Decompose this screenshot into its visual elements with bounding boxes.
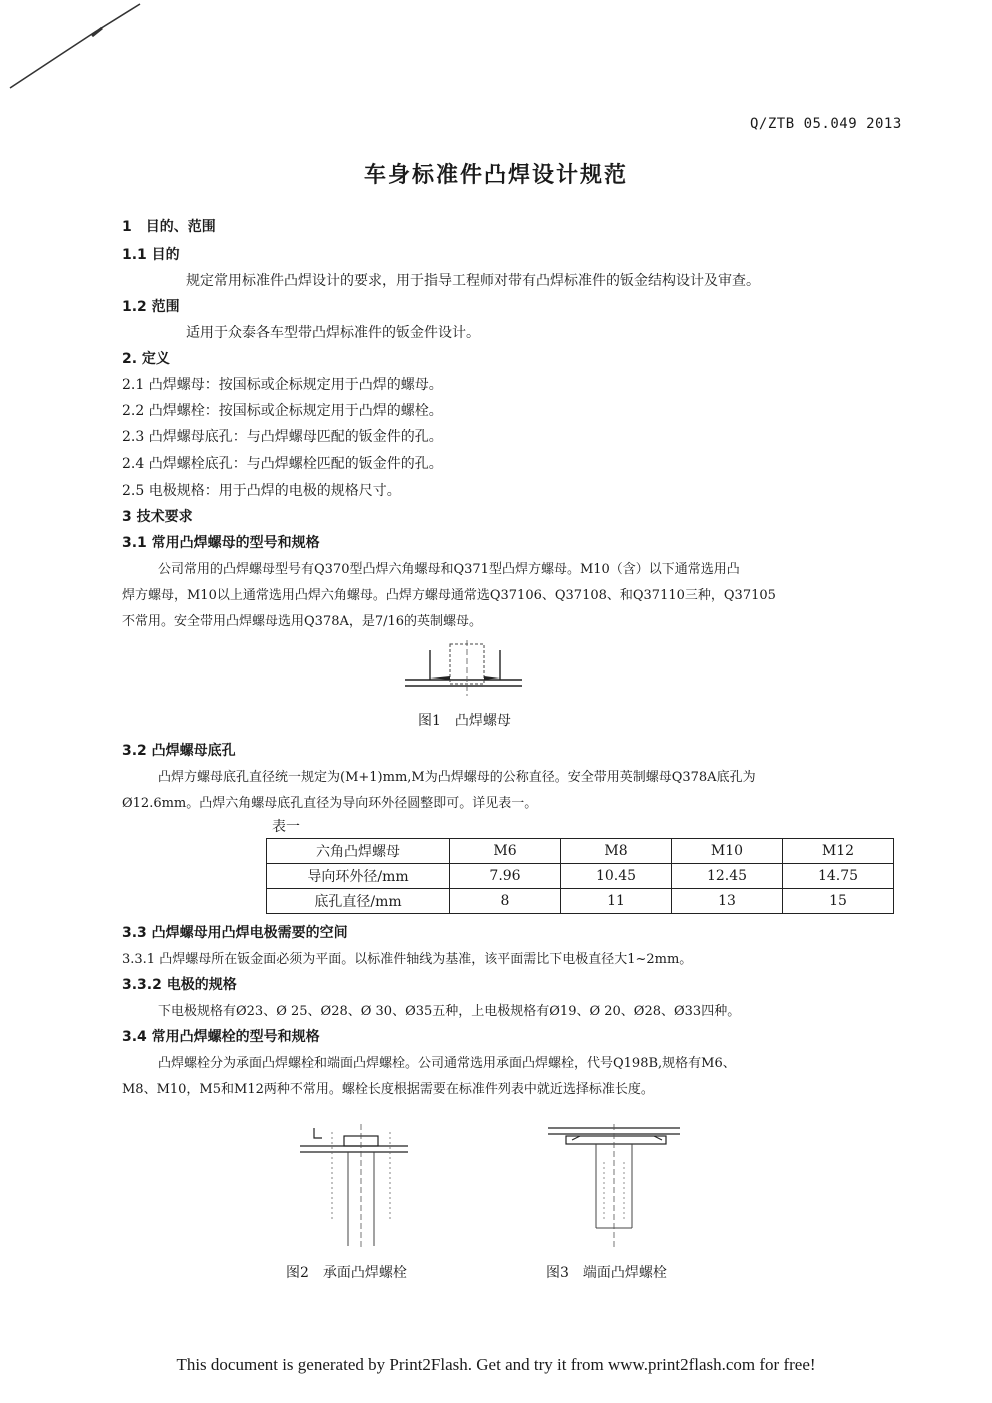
table-cell: 7.96 [450, 864, 561, 889]
section-3-heading: 3 技术要求 [122, 509, 193, 525]
figure-2-caption: 图2 承面凸焊螺栓 [286, 1265, 407, 1281]
document-number: Q/ZTB 05.049 2013 [750, 116, 902, 132]
document-title: 车身标准件凸焊设计规范 [363, 163, 628, 188]
hole-diameter-table [266, 838, 894, 914]
section-3-1-heading: 3.1 常用凸焊螺母的型号和规格 [122, 535, 320, 551]
section-3-1-text-line1: 公司常用的凸焊螺母型号有Q370型凸焊六角螺母和Q371型凸焊方螺母。M10（含）以下通常选用凸 [158, 562, 740, 577]
section-3-4-heading: 3.4 常用凸焊螺栓的型号和规格 [122, 1029, 320, 1045]
table-cell: 11 [561, 889, 672, 914]
table-caption: 表一 [272, 819, 300, 835]
table-row [267, 864, 894, 889]
table-cell: 13 [672, 889, 783, 914]
table-cell: M6 [450, 839, 561, 864]
footer-notice: This document is generated by Print2Flash. Get and try it from www.print2flash.com for free! [176, 1355, 816, 1374]
section-3-3-1-text: 3.3.1 凸焊螺母所在钣金面必须为平面。以标准件轴线为基准，该平面需比下电极直径大1~2mm。 [122, 952, 693, 967]
table-cell: 8 [450, 889, 561, 914]
section-1-2-text: 适用于众泰各车型带凸焊标准件的钣金件设计。 [186, 325, 480, 341]
section-1-1-text: 规定常用标准件凸焊设计的要求，用于指导工程师对带有凸焊标准件的钣金结构设计及审查。 [186, 273, 760, 289]
definition-2-1: 2.1 凸焊螺母：按国标或企标规定用于凸焊的螺母。 [122, 377, 443, 393]
section-3-2-heading: 3.2 凸焊螺母底孔 [122, 743, 236, 759]
table-cell: 底孔直径/mm [267, 889, 450, 914]
definition-2-3: 2.3 凸焊螺母底孔：与凸焊螺母匹配的钣金件的孔。 [122, 429, 443, 445]
section-3-1-text-line3: 不常用。安全带用凸焊螺母选用Q378A，是7/16的英制螺母。 [122, 614, 483, 629]
table-cell: 14.75 [783, 864, 894, 889]
figure-1-weld-nut [400, 640, 530, 700]
table-cell: M8 [561, 839, 672, 864]
section-3-4-text-line1: 凸焊螺栓分为承面凸焊螺栓和端面凸焊螺栓。公司通常选用承面凸焊螺栓，代号Q198B,规格有M6、 [158, 1056, 736, 1071]
table-cell: 六角凸焊螺母 [267, 839, 450, 864]
section-1-1-heading: 1.1 目的 [122, 247, 180, 263]
definition-2-5: 2.5 电极规格：用于凸焊的电极的规格尺寸。 [122, 483, 401, 499]
section-3-2-text-line1: 凸焊方螺母底孔直径统一规定为(M+1)mm,M为凸焊螺母的公称直径。安全带用英制螺母Q378A底孔为 [158, 770, 756, 785]
section-3-3-2-heading: 3.3.2 电极的规格 [122, 977, 237, 993]
section-1-heading: 1 目的、范围 [122, 219, 216, 235]
figure-3-end-face-bolt [544, 1122, 684, 1252]
section-2-heading: 2. 定义 [122, 351, 170, 367]
table-row [267, 839, 894, 864]
table-cell: 导向环外径/mm [267, 864, 450, 889]
section-3-3-heading: 3.3 凸焊螺母用凸焊电极需要的空间 [122, 925, 348, 941]
table-row [267, 889, 894, 914]
pen-mark [0, 0, 160, 100]
figure-2-bearing-face-bolt [296, 1122, 426, 1252]
definition-2-4: 2.4 凸焊螺栓底孔：与凸焊螺栓匹配的钣金件的孔。 [122, 456, 443, 472]
section-1-2-heading: 1.2 范围 [122, 299, 180, 315]
table-cell: M12 [783, 839, 894, 864]
definition-2-2: 2.2 凸焊螺栓：按国标或企标规定用于凸焊的螺栓。 [122, 403, 443, 419]
section-3-2-text-line2: Ø12.6mm。凸焊六角螺母底孔直径为导向环外径圆整即可。详见表一。 [122, 796, 538, 811]
section-3-1-text-line2: 焊方螺母，M10以上通常选用凸焊六角螺母。凸焊方螺母通常选Q37106、Q37108、和Q37110三种，Q37105 [122, 588, 776, 603]
table-cell: 10.45 [561, 864, 672, 889]
figure-3-caption: 图3 端面凸焊螺栓 [546, 1265, 667, 1281]
section-3-3-2-text: 下电极规格有Ø23、Ø 25、Ø28、Ø 30、Ø35五种，上电极规格有Ø19、Ø 20、Ø28、Ø33四种。 [158, 1004, 741, 1019]
section-3-4-text-line2: M8、M10，M5和M12两种不常用。螺栓长度根据需要在标准件列表中就近选择标准长度。 [122, 1082, 654, 1097]
figure-1-caption: 图1 凸焊螺母 [418, 713, 511, 729]
table-cell: M10 [672, 839, 783, 864]
table-cell: 15 [783, 889, 894, 914]
table-cell: 12.45 [672, 864, 783, 889]
